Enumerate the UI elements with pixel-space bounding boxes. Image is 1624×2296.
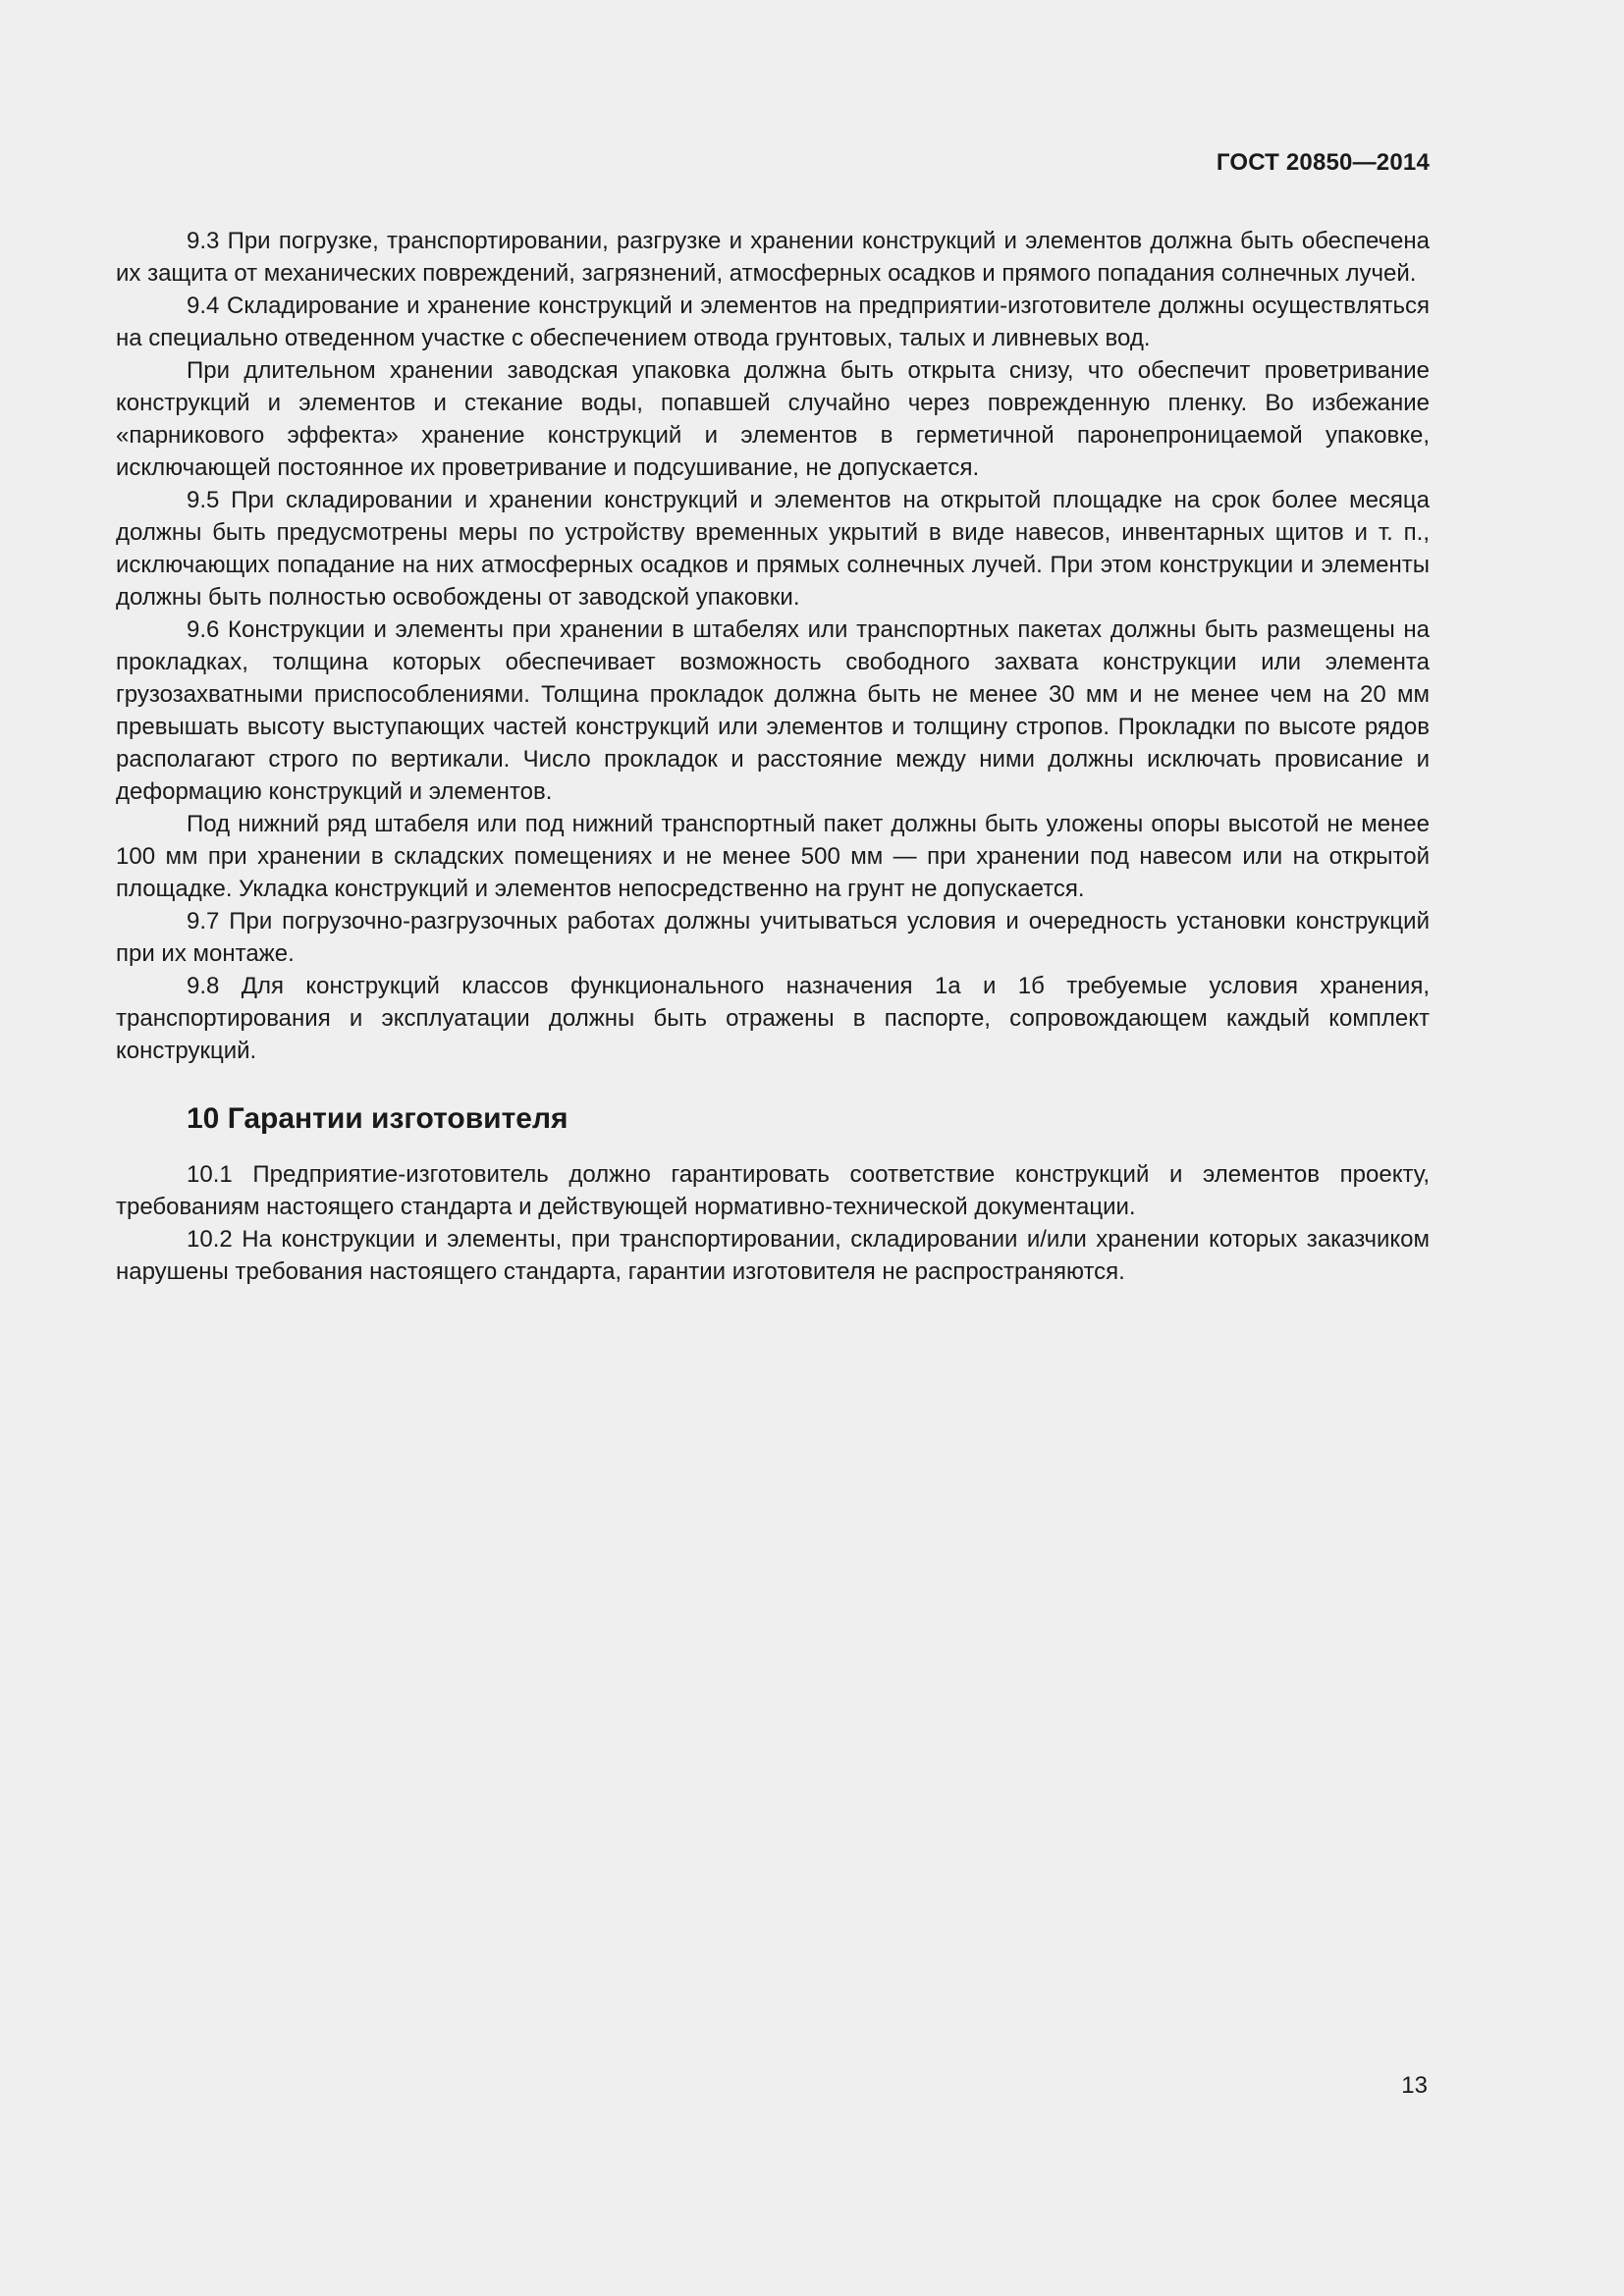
paragraph-9-5: 9.5 При складировании и хранении конструкций и элементов на открытой площадке на срок более месяца должны быть предусмотрены меры по устройству временных укрытий в виде навесов, инвентарных щитов и т. п., исключающих попадание на них атмосферных осадков и прямых солнечных лучей. При этом конструкции и элементы должны быть полностью освобождены от заводской упаковки. [116, 487, 1430, 611]
page-number: 13 [1401, 2072, 1428, 2099]
document-code-header: ГОСТ 20850—2014 [1216, 149, 1430, 176]
section-10-heading: 10 Гарантии изготовителя [187, 1102, 568, 1135]
paragraph-9-4-storage: При длительном хранении заводская упаковка должна быть открыта снизу, что обеспечит проветривание конструкций и элементов и стекание воды, попавшей случайно через поврежденную пленку. Во избежание «парникового эффекта» хранение конструкций и элементов в герметичной паронепроницаемой упаковке, исключающей постоянное их проветривание и подсушивание, не допускается. [116, 357, 1430, 481]
paragraph-9-4: 9.4 Складирование и хранение конструкций и элементов на предприятии-изготовителе должны осуществляться на специально отведенном участке с обеспечением отвода грунтовых, талых и ливневых вод. [116, 293, 1430, 351]
paragraph-10-2: 10.2 На конструкции и элементы, при транспортировании, складировании и/или хранении которых заказчиком нарушены требования настоящего стандарта, гарантии изготовителя не распространяются. [116, 1226, 1430, 1285]
paragraph-10-1: 10.1 Предприятие-изготовитель должно гарантировать соответствие конструкций и элементов проекту, требованиям настоящего стандарта и действующей нормативно-технической документации. [116, 1161, 1430, 1220]
paragraph-9-6: 9.6 Конструкции и элементы при хранении в штабелях или транспортных пакетах должны быть размещены на прокладках, толщина которых обеспечивает возможность свободного захвата конструкции или элемента грузозахватными приспособлениями. Толщина прокладок должна быть не менее 30 мм и не менее чем на 20 мм превышать высоту выступающих частей конструкций или элементов и толщину стропов. Прокладки по высоте рядов располагают строго по вертикали. Число прокладок и расстояние между ними должны исключать провисание и деформацию конструкций и элементов. [116, 616, 1430, 805]
paragraph-9-3: 9.3 При погрузке, транспортировании, разгрузке и хранении конструкций и элементов должна быть обеспечена их защита от механических повреждений, загрязнений, атмосферных осадков и прямого попадания солнечных лучей. [116, 228, 1430, 287]
paragraph-9-8: 9.8 Для конструкций классов функционального назначения 1а и 1б требуемые условия хранения, транспортирования и эксплуатации должны быть отражены в паспорте, сопровождающем каждый комплект конструкций. [116, 973, 1430, 1064]
paragraph-9-7: 9.7 При погрузочно-разгрузочных работах должны учитываться условия и очередность установки конструкций при их монтаже. [116, 908, 1430, 967]
document-body [116, 225, 1430, 1288]
paragraph-9-6-supports: Под нижний ряд штабеля или под нижний транспортный пакет должны быть уложены опоры высотой не менее 100 мм при хранении в складских помещениях и не менее 500 мм — при хранении под навесом или на открытой площадке. Укладка конструкций и элементов непосредственно на грунт не допускается. [116, 811, 1430, 902]
